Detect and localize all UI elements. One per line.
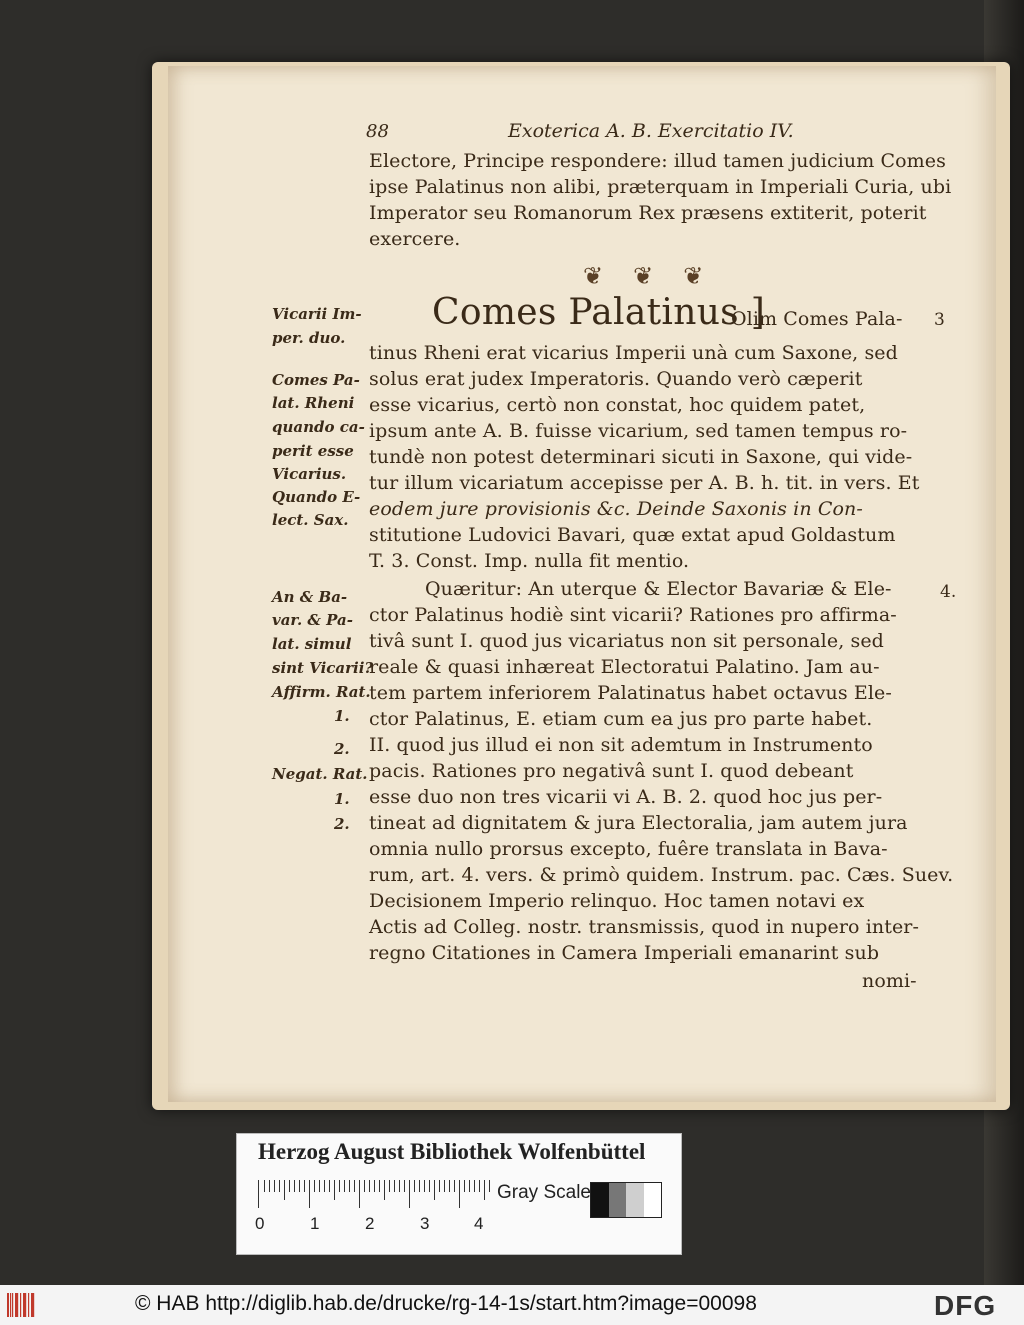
ruler-tick [404, 1180, 405, 1192]
ruler-tick [449, 1180, 450, 1192]
scale-ruler [258, 1180, 491, 1208]
text-line: Imperator seu Romanorum Rex præsens extiterit, poterit [369, 202, 927, 224]
ruler-tick [309, 1180, 310, 1208]
ruler-tick [289, 1180, 290, 1192]
margin-note: Affirm. Rat. [272, 683, 371, 701]
text-line: tundè non potest determinari sicuti in Saxone, qui vide- [369, 446, 913, 468]
text-line: reale & quasi inhæreat Electoratui Palatino. Jam au- [369, 656, 880, 678]
running-head: Exoterica A. B. Exercitatio IV. [508, 120, 794, 142]
margin-note: 1. [334, 790, 350, 808]
ruler-tick [429, 1180, 430, 1192]
text-line: II. quod jus illud ei non sit ademtum in Instrumento [369, 734, 873, 756]
margin-note: Vicarii Im- [272, 305, 362, 323]
ruler-tick [479, 1180, 480, 1192]
barcode-bar [28, 1293, 29, 1317]
margin-note: var. & Pa- [272, 611, 353, 629]
barcode-bar [10, 1293, 11, 1317]
ruler-tick [359, 1180, 360, 1208]
ruler-label: 2 [365, 1214, 375, 1233]
ruler-tick [489, 1180, 490, 1192]
copyright-link[interactable]: © HAB http://diglib.hab.de/drucke/rg-14-1s/start.htm?image=00098 [135, 1292, 757, 1315]
ruler-tick [374, 1180, 375, 1192]
barcode-bar [17, 1293, 18, 1317]
text-line: ipsum ante A. B. fuisse vicarium, sed tamen tempus ro- [369, 420, 908, 442]
ruler-tick [454, 1180, 455, 1192]
text-line: exercere. [369, 228, 461, 250]
ruler-label: 0 [255, 1214, 265, 1233]
text-line: Electore, Principe respondere: illud tamen judicium Comes [369, 150, 946, 172]
ruler-tick [334, 1180, 335, 1200]
text-line: esse duo non tres vicarii vi A. B. 2. quod hoc jus per- [369, 786, 883, 808]
barcode-bar [33, 1293, 34, 1317]
ruler-tick [284, 1180, 285, 1200]
barcode-bar [25, 1293, 26, 1317]
ruler-tick [324, 1180, 325, 1192]
margin-note: Quando E- [272, 488, 361, 506]
margin-note: An & Ba- [272, 588, 348, 606]
ruler-tick [424, 1180, 425, 1192]
ruler-tick [444, 1180, 445, 1192]
margin-note: Comes Pa- [272, 371, 360, 389]
ruler-tick [399, 1180, 400, 1192]
barcode-bar [12, 1293, 13, 1317]
text-line: ipse Palatinus non alibi, præterquam in Imperiali Curia, ubi [369, 176, 952, 198]
barcode-bar [7, 1293, 9, 1317]
ruler-tick [414, 1180, 415, 1192]
margin-note: 2. [334, 815, 350, 833]
barcode-bar [31, 1293, 33, 1317]
ruler-tick [304, 1180, 305, 1192]
ruler-tick [464, 1180, 465, 1192]
text-line: Decisionem Imperio relinquo. Hoc tamen notavi ex [369, 890, 865, 912]
barcode-bar [15, 1293, 17, 1317]
paragraph-number: 4. [940, 582, 957, 602]
ruler-tick [469, 1180, 470, 1192]
gray-scale-label: Gray Scale [497, 1182, 591, 1203]
ruler-tick [484, 1180, 485, 1200]
ruler-tick [264, 1180, 265, 1192]
text-line: Actis ad Colleg. nostr. transmissis, quod in nupero inter- [369, 916, 920, 938]
ruler-label: 4 [474, 1214, 484, 1233]
ruler-tick [329, 1180, 330, 1192]
ruler-tick [474, 1180, 475, 1192]
text-line: regno Citationes in Camera Imperiali emanarint sub [369, 942, 880, 964]
ruler-tick [419, 1180, 420, 1192]
barcode-bar [23, 1293, 25, 1317]
ruler-tick [434, 1180, 435, 1200]
ruler-tick [344, 1180, 345, 1192]
page-number: 88 [366, 121, 389, 142]
gray-scale-swatches [590, 1182, 662, 1218]
ruler-label: 3 [420, 1214, 430, 1233]
text-line: rum, art. 4. vers. & primò quidem. Instrum. pac. Cæs. Suev. [369, 864, 954, 886]
gray-swatch [644, 1183, 662, 1217]
ruler-tick [354, 1180, 355, 1192]
text-line: tinus Rheni erat vicarius Imperii unà cum Saxone, sed [369, 342, 898, 364]
text-line: ctor Palatinus, E. etiam cum ea jus pro parte habet. [369, 708, 873, 730]
ruler-tick [269, 1180, 270, 1192]
ruler-tick [439, 1180, 440, 1192]
text-line: T. 3. Const. Imp. nulla fit mentio. [369, 550, 690, 572]
ruler-tick [364, 1180, 365, 1192]
ruler-tick [369, 1180, 370, 1192]
text-line: tineat ad dignitatem & jura Electoralia, jam autem jura [369, 812, 908, 834]
margin-note: perit esse [272, 442, 354, 460]
ruler-tick [299, 1180, 300, 1192]
section-lemma: Comes Palatinus ] [432, 292, 766, 333]
ruler-tick [314, 1180, 315, 1192]
text-line: tivâ sunt I. quod jus vicariatus non sit personale, sed [369, 630, 884, 652]
margin-note: Vicarius. [272, 465, 347, 483]
ruler-tick [379, 1180, 380, 1192]
text-line: Quæritur: An uterque & Elector Bavariæ & Ele- [425, 578, 892, 600]
margin-note: 2. [334, 740, 350, 758]
paragraph-number: 3 [934, 310, 945, 330]
margin-note: per. duo. [272, 329, 346, 347]
barcode-bar [20, 1293, 21, 1317]
ruler-tick [349, 1180, 350, 1192]
library-name: Herzog August Bibliothek Wolfenbüttel [258, 1139, 646, 1164]
text-line: Olim Comes Pala- [731, 308, 903, 330]
ruler-tick [389, 1180, 390, 1192]
catchword: nomi- [862, 970, 917, 992]
fleuron-ornaments: ❦❦❦ [583, 262, 734, 290]
dfg-logo: DFG [934, 1290, 997, 1321]
ruler-tick [294, 1180, 295, 1192]
ruler-tick [459, 1180, 460, 1208]
margin-note: quando ca- [272, 418, 365, 436]
text-line: ctor Palatinus hodiè sint vicarii? Rationes pro affirma- [369, 604, 897, 626]
gray-swatch [626, 1183, 644, 1217]
margin-note: lat. Rheni [272, 394, 355, 412]
barcode-icon [6, 1290, 36, 1320]
text-line: tem partem inferiorem Palatinatus habet octavus Ele- [369, 682, 892, 704]
margin-note: lect. Sax. [272, 511, 349, 529]
ruler-tick [394, 1180, 395, 1192]
ruler-tick [339, 1180, 340, 1192]
margin-note: lat. simul [272, 635, 352, 653]
margin-note: sint Vicarii? [272, 659, 374, 677]
gray-swatch [609, 1183, 627, 1217]
margin-note: Negat. Rat. [272, 765, 368, 783]
text-line: esse vicarius, certò non constat, hoc quidem patet, [369, 394, 866, 416]
text-line: eodem jure provisionis &c. Deinde Saxonis in Con- [369, 498, 863, 520]
text-line: stitutione Ludovici Bavari, quæ extat apud Goldastum [369, 524, 896, 546]
margin-note: 1. [334, 707, 350, 725]
ruler-label: 1 [310, 1214, 320, 1233]
ruler-tick [274, 1180, 275, 1192]
text-line: tur illum vicariatum accepisse per A. B. h. tit. in vers. Et [369, 472, 920, 494]
ruler-tick [409, 1180, 410, 1208]
text-line: omnia nullo prorsus excepto, fuêre translata in Bava- [369, 838, 888, 860]
ruler-tick [279, 1180, 280, 1192]
text-line: solus erat judex Imperatoris. Quando verò cæperit [369, 368, 863, 390]
ruler-tick [384, 1180, 385, 1200]
gray-swatch [591, 1183, 609, 1217]
ruler-tick [319, 1180, 320, 1192]
text-line: pacis. Rationes pro negativâ sunt I. quod debeant [369, 760, 854, 782]
